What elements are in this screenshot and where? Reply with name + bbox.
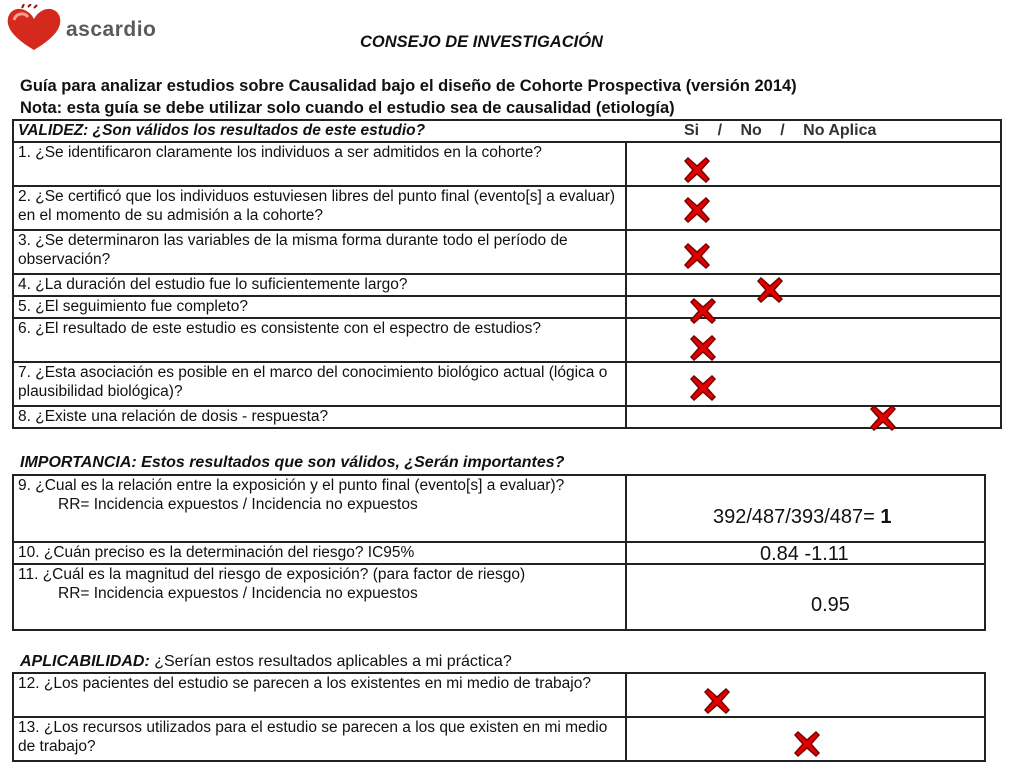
answer-cell-7[interactable] xyxy=(626,362,1001,406)
rr-calculation-result: 1 xyxy=(880,506,892,528)
question-7: 7. ¿Esta asociación es posible en el marco del conocimiento biológico actual (lógica o plausibilidad biológica)? xyxy=(13,362,626,406)
answer-cell-4[interactable] xyxy=(626,274,1001,296)
rr-calculation-value xyxy=(713,506,892,529)
red-x-mark-icon xyxy=(757,277,783,303)
importance-title: IMPORTANCIA: Estos resultados que son válidos, ¿Serán importantes? xyxy=(20,454,565,471)
question-3: 3. ¿Se determinaron las variables de la misma forma durante todo el período de observación? xyxy=(13,230,626,274)
question-11-text: 11. ¿Cuál es la magnitud del riesgo de exposición? (para factor de riesgo) xyxy=(18,566,526,583)
red-x-mark-icon xyxy=(684,157,710,183)
question-6: 6. ¿El resultado de este estudio es consistente con el espectro de estudios? xyxy=(13,318,626,362)
question-9 xyxy=(13,475,626,542)
question-4: 4. ¿La duración del estudio fue lo suficientemente largo? xyxy=(13,274,626,296)
question-11-formula: RR= Incidencia expuestos / Incidencia no expuestos xyxy=(58,585,418,602)
guide-title: Guía para analizar estudios sobre Causalidad bajo el diseño de Cohorte Prospectiva (versión 2014) xyxy=(20,77,797,95)
red-x-mark-icon xyxy=(794,731,820,757)
applicability-title xyxy=(20,653,512,671)
option-sep-1: / xyxy=(717,122,723,139)
question-11 xyxy=(13,564,626,630)
red-x-mark-icon xyxy=(684,197,710,223)
question-1: 1. ¿Se identificaron claramente los individuos a ser admitidos en la cohorte? xyxy=(13,142,626,186)
answer-cell-5[interactable] xyxy=(626,296,1001,318)
ci95-value: 0.84 -1.11 xyxy=(760,543,849,565)
question-13: 13. ¿Los recursos utilizados para el estudio se parecen a los que existen en mi medio de trabajo? xyxy=(13,717,626,761)
rr-calculation-text: 392/487/393/487= xyxy=(713,506,881,528)
validity-title: VALIDEZ: ¿Son válidos los resultados de este estudio? xyxy=(18,122,426,139)
guide-note: Nota: esta guía se debe utilizar solo cuando el estudio sea de causalidad (etiología) xyxy=(20,99,675,117)
question-9-text: 9. ¿Cual es la relación entre la exposición y el punto final (evento[s] a evaluar)? xyxy=(18,477,565,494)
option-si: Si xyxy=(684,122,700,139)
red-x-mark-icon xyxy=(690,335,716,361)
answer-cell-8[interactable] xyxy=(626,406,1001,428)
answer-options-header xyxy=(684,122,890,140)
question-5: 5. ¿El seguimiento fue completo? xyxy=(13,296,626,318)
applicability-table xyxy=(12,672,986,762)
question-10: 10. ¿Cuán preciso es la determinación del riesgo? IC95% xyxy=(13,542,626,564)
red-x-mark-icon xyxy=(870,405,896,431)
option-no: No xyxy=(740,122,762,139)
answer-cell-3[interactable] xyxy=(626,230,1001,274)
question-2: 2. ¿Se certificó que los individuos estuviesen libres del punto final (evento[s] a evaluar) en el momento de su admisión a la cohorte? xyxy=(13,186,626,230)
applicability-title-rest: ¿Serían estos resultados aplicables a mi práctica? xyxy=(154,653,512,670)
validity-table xyxy=(12,119,1002,429)
red-x-mark-icon xyxy=(690,375,716,401)
red-x-mark-icon xyxy=(690,298,716,324)
question-8: 8. ¿Existe una relación de dosis - respuesta? xyxy=(13,406,626,428)
logo-text: ascardio xyxy=(66,18,157,41)
answer-cell-12[interactable] xyxy=(626,673,985,717)
risk-magnitude-value: 0.95 xyxy=(811,594,850,616)
ascardio-heart-logo-icon xyxy=(4,4,64,54)
answer-cell-6[interactable] xyxy=(626,318,1001,362)
question-9-formula: RR= Incidencia expuestos / Incidencia no expuestos xyxy=(58,496,418,513)
council-title: CONSEJO DE INVESTIGACIÓN xyxy=(360,33,603,51)
red-x-mark-icon xyxy=(704,688,730,714)
option-no-aplica: No Aplica xyxy=(803,122,877,139)
option-sep-2: / xyxy=(780,122,785,139)
answer-cell-11[interactable] xyxy=(626,564,985,630)
red-x-mark-icon xyxy=(684,243,710,269)
answer-cell-2[interactable] xyxy=(626,186,1001,230)
applicability-title-bold: APLICABILIDAD: xyxy=(20,653,155,670)
question-12: 12. ¿Los pacientes del estudio se parecen a los existentes en mi medio de trabajo? xyxy=(13,673,626,717)
answer-cell-1[interactable] xyxy=(626,142,1001,186)
